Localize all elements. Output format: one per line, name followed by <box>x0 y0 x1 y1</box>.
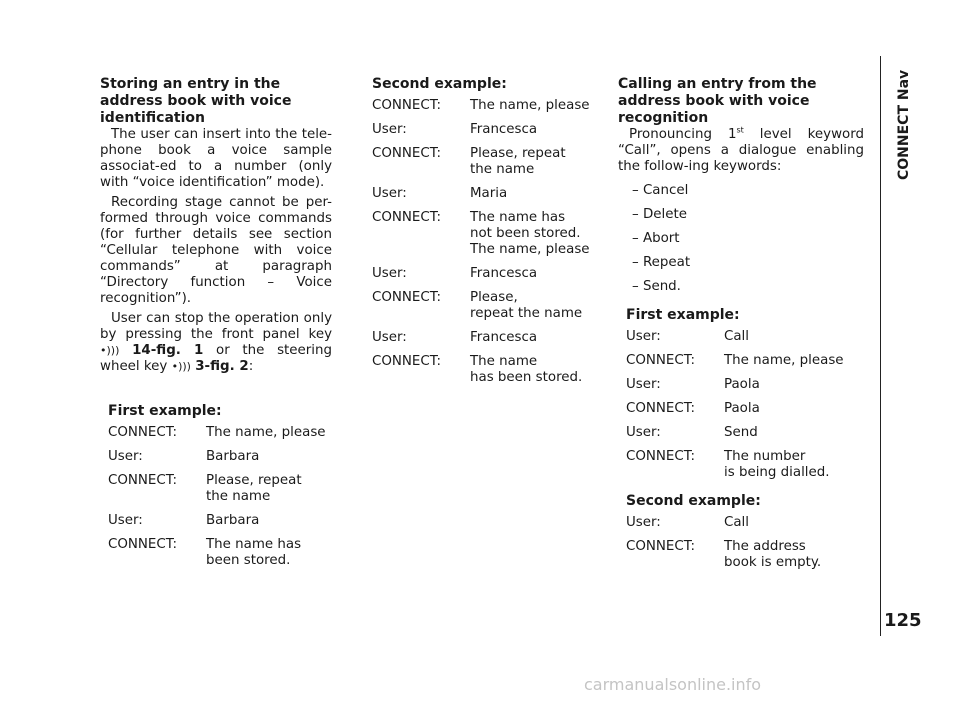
dialogue-text: Paola <box>724 401 760 416</box>
section-heading-calling: Calling an entry from the address book with voice recognition <box>618 76 817 126</box>
dialogue-line <box>372 330 608 346</box>
dialogue-line <box>108 513 332 529</box>
speaker-label: CONNECT: <box>372 290 441 305</box>
dialogue-line <box>372 146 608 178</box>
stop-text-e: : <box>248 359 254 374</box>
keyword-list <box>618 183 864 295</box>
dialogue-line <box>626 401 864 417</box>
dialogue-line <box>372 210 608 258</box>
paragraph-insert: The user can insert into the tele-phone book a voice sample associat-ed to a number (only with “voice identification” mode). <box>100 127 332 190</box>
dialogue-text: The name has not been stored. The name, please <box>470 210 590 257</box>
column-3 <box>618 76 864 579</box>
example-title: Second example: <box>626 493 761 509</box>
second-example-calling <box>626 493 864 571</box>
dialogue-text: The name has been stored. <box>470 354 583 385</box>
speaker-label: User: <box>626 515 661 530</box>
speaker-label: User: <box>372 186 407 201</box>
example-title: First example: <box>108 403 222 419</box>
speaker-label: CONNECT: <box>372 354 441 369</box>
dialogue-text: The name has been stored. <box>206 537 302 568</box>
keyword-item: – Abort <box>632 231 680 246</box>
intro-text-b: level keyword “Call”, opens a dialogue enabling the follow-ing keywords: <box>618 127 864 174</box>
keyword-item: – Cancel <box>632 183 689 198</box>
dialogue-text: The address book is empty. <box>724 539 822 570</box>
intro-text-a: Pronouncing 1 <box>629 127 737 142</box>
first-example-calling <box>626 307 864 481</box>
speaker-label: CONNECT: <box>108 537 177 552</box>
voice-key-icon-2: •))) <box>171 360 191 373</box>
dialogue-text: Please, repeat the name <box>206 473 302 504</box>
paragraph-pronouncing <box>618 127 864 175</box>
dialogue-text: Francesca <box>470 122 538 137</box>
dialogue-text: Call <box>724 515 749 530</box>
page-number: 125 <box>884 610 922 631</box>
paragraph-recording: Recording stage cannot be per-formed through voice commands (for further details see section “Cellular telephone with voice commands” at paragraph “Directory function – Voice recognition”). <box>100 195 332 306</box>
speaker-label: CONNECT: <box>626 401 695 416</box>
section-tab <box>884 60 924 180</box>
speaker-label: User: <box>626 329 661 344</box>
speaker-label: User: <box>372 266 407 281</box>
speaker-label: CONNECT: <box>372 98 441 113</box>
dialogue-text: The number is being dialled. <box>724 449 830 480</box>
dialogue-text: The name, please <box>724 353 844 368</box>
dialogue-line <box>626 329 864 345</box>
watermark: carmanualsonline.info <box>584 675 762 694</box>
speaker-label: CONNECT: <box>626 539 695 554</box>
dialogue-text: Paola <box>724 377 760 392</box>
stop-text-a: User can stop the operation only by pressing the front panel key <box>100 311 332 342</box>
keyword-item: – Delete <box>632 207 687 222</box>
speaker-label: User: <box>372 330 407 345</box>
dialogue-line <box>108 449 332 465</box>
dialogue-text: Send <box>724 425 758 440</box>
dialogue-text: Barbara <box>206 449 260 464</box>
second-example-storing <box>372 76 608 386</box>
first-example-storing <box>108 403 332 569</box>
intro-sup: st <box>736 125 744 135</box>
fig-ref-2: 3-fig. 2 <box>195 359 249 374</box>
speaker-label: CONNECT: <box>372 146 441 161</box>
example-title: Second example: <box>372 76 507 92</box>
dialogue-line <box>372 354 608 386</box>
dialogue-text: Call <box>724 329 749 344</box>
dialogue-line <box>626 353 864 369</box>
speaker-label: CONNECT: <box>372 210 441 225</box>
vertical-rule <box>880 56 881 636</box>
dialogue-text: Please, repeat the name <box>470 146 566 177</box>
speaker-label: CONNECT: <box>626 449 695 464</box>
section-title: CONNECT Nav <box>896 69 912 180</box>
section-heading-storing: Storing an entry in the address book with voice identification <box>100 76 292 126</box>
voice-key-icon: •))) <box>100 344 120 357</box>
dialogue-line <box>372 98 608 114</box>
dialogue-text: Barbara <box>206 513 260 528</box>
speaker-label: CONNECT: <box>626 353 695 368</box>
speaker-label: User: <box>626 425 661 440</box>
dialogue-line <box>108 537 332 569</box>
speaker-label: User: <box>626 377 661 392</box>
keyword-item: – Repeat <box>632 255 691 270</box>
dialogue-line <box>626 377 864 393</box>
keyword-item: – Send. <box>632 279 681 294</box>
speaker-label: User: <box>372 122 407 137</box>
dialogue-text: The name, please <box>470 98 590 113</box>
dialogue-line <box>372 290 608 322</box>
speaker-label: User: <box>108 513 143 528</box>
speaker-label: CONNECT: <box>108 473 177 488</box>
column-1 <box>100 76 332 577</box>
dialogue-text: Francesca <box>470 330 538 345</box>
dialogue-line <box>626 515 864 531</box>
dialogue-text: Maria <box>470 186 508 201</box>
dialogue-line <box>108 473 332 505</box>
dialogue-line <box>108 425 332 441</box>
fig-ref-1: 14-fig. 1 <box>132 343 204 358</box>
dialogue-text: Francesca <box>470 266 538 281</box>
dialogue-text: Please, repeat the name <box>470 290 583 321</box>
dialogue-line <box>626 539 864 571</box>
example-title: First example: <box>626 307 740 323</box>
dialogue-line <box>372 266 608 282</box>
speaker-label: CONNECT: <box>108 425 177 440</box>
speaker-label: User: <box>108 449 143 464</box>
dialogue-text: The name, please <box>206 425 326 440</box>
column-2 <box>372 76 608 394</box>
stop-text-c: or the steering wheel key <box>100 343 332 374</box>
dialogue-line <box>372 186 608 202</box>
dialogue-line <box>372 122 608 138</box>
dialogue-line <box>626 425 864 441</box>
dialogue-line <box>626 449 864 481</box>
paragraph-stop <box>100 311 332 375</box>
